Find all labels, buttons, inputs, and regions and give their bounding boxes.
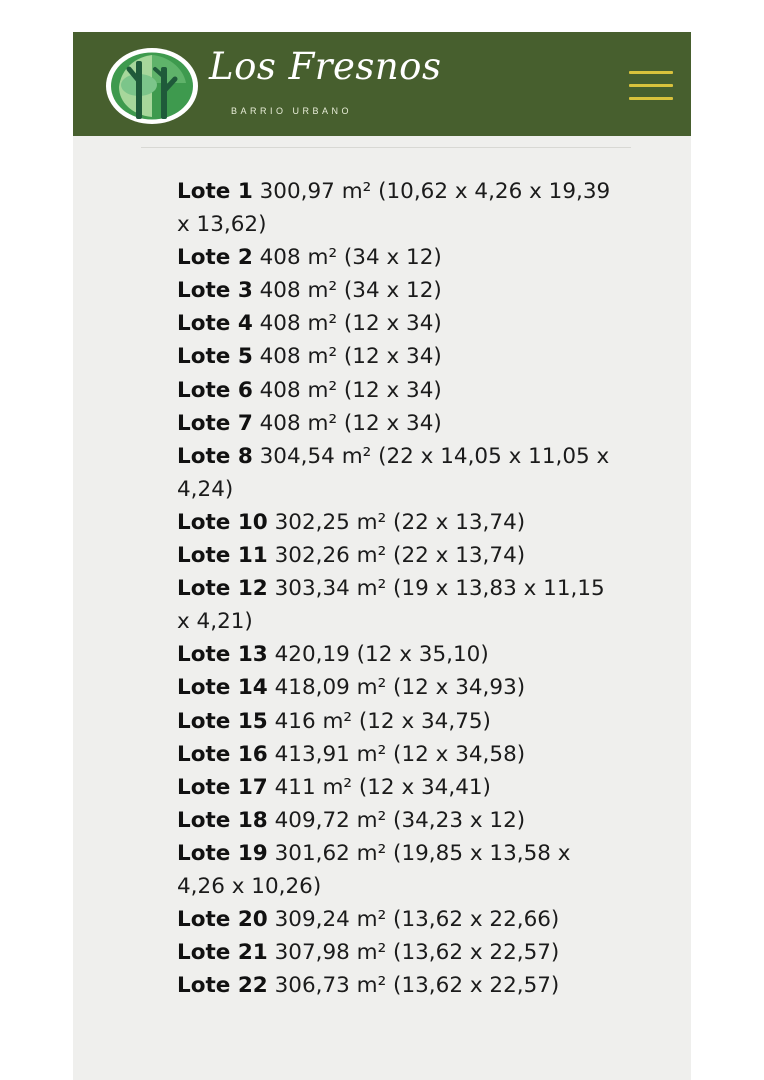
lot-item [177,804,617,837]
lot-detail: 408 m² (12 x 34) [259,344,442,370]
lot-name: Lote 20 [177,907,268,933]
lot-name: Lote 21 [177,940,268,966]
lot-detail: 408 m² (34 x 12) [259,278,442,304]
lot-item [177,307,617,340]
lot-name: Lote 5 [177,344,253,370]
lot-detail: 418,09 m² (12 x 34,93) [274,675,526,701]
lot-detail: 408 m² (12 x 34) [259,311,442,337]
lot-detail: 302,26 m² (22 x 13,74) [274,543,526,569]
lot-name: Lote 7 [177,410,253,436]
lot-list [177,175,617,1002]
lot-item [177,638,617,671]
lot-name: Lote 4 [177,311,253,337]
lot-item [177,903,617,936]
content-divider [141,147,631,148]
lot-name: Lote 10 [177,509,268,535]
lot-item [177,374,617,407]
lot-detail: 307,98 m² (13,62 x 22,57) [274,940,560,966]
lot-name: Lote 8 [177,443,253,469]
menu-line [629,97,673,100]
lot-name: Lote 16 [177,741,268,767]
lot-item [177,175,617,241]
lot-item [177,241,617,274]
lot-item [177,936,617,969]
lot-item [177,572,617,638]
lot-detail: 411 m² (12 x 34,41) [274,774,491,800]
lot-item [177,771,617,804]
lot-name: Lote 17 [177,774,268,800]
lot-name: Lote 6 [177,377,253,403]
lot-item [177,738,617,771]
lot-detail: 408 m² (12 x 34) [259,377,442,403]
lot-item [177,506,617,539]
lot-item [177,440,617,506]
lot-detail: 301,62 m² (19,85 x 13,58 x 4,26 x 10,26) [177,840,571,899]
lot-name: Lote 13 [177,642,268,668]
lot-name: Lote 18 [177,807,268,833]
site-header [73,32,691,136]
lot-detail: 300,97 m² (10,62 x 4,26 x 19,39 x 13,62) [177,179,611,238]
lot-name: Lote 2 [177,245,253,271]
lot-detail: 306,73 m² (13,62 x 22,57) [274,973,560,999]
lot-item [177,340,617,373]
tree-logo-icon[interactable] [105,47,199,125]
lot-detail: 309,24 m² (13,62 x 22,66) [274,907,560,933]
lot-item [177,407,617,440]
lot-detail: 303,34 m² (19 x 13,83 x 11,15 x 4,21) [177,576,605,635]
brand-tagline: BARRIO URBANO [231,106,353,116]
hamburger-menu-icon[interactable] [629,68,673,102]
brand-name[interactable]: Los Fresnos [209,45,442,88]
menu-line [629,84,673,87]
lot-name: Lote 22 [177,973,268,999]
lot-detail: 416 m² (12 x 34,75) [274,708,491,734]
lot-detail: 408 m² (34 x 12) [259,245,442,271]
lot-name: Lote 14 [177,675,268,701]
lot-detail: 408 m² (12 x 34) [259,410,442,436]
menu-line [629,71,673,74]
lot-item [177,274,617,307]
lot-item [177,837,617,903]
lot-item [177,671,617,704]
lot-name: Lote 3 [177,278,253,304]
lot-item [177,705,617,738]
lot-name: Lote 1 [177,179,253,204]
page-frame [73,32,691,1080]
lot-name: Lote 12 [177,576,268,602]
lot-detail: 304,54 m² (22 x 14,05 x 11,05 x 4,24) [177,443,610,502]
lot-detail: 413,91 m² (12 x 34,58) [274,741,526,767]
lot-detail: 302,25 m² (22 x 13,74) [274,509,526,535]
lot-name: Lote 15 [177,708,268,734]
lot-detail: 420,19 (12 x 35,10) [274,642,489,668]
lot-item [177,969,617,1002]
lot-name: Lote 19 [177,840,268,866]
lot-detail: 409,72 m² (34,23 x 12) [274,807,526,833]
lot-item [177,539,617,572]
lot-name: Lote 11 [177,543,268,569]
